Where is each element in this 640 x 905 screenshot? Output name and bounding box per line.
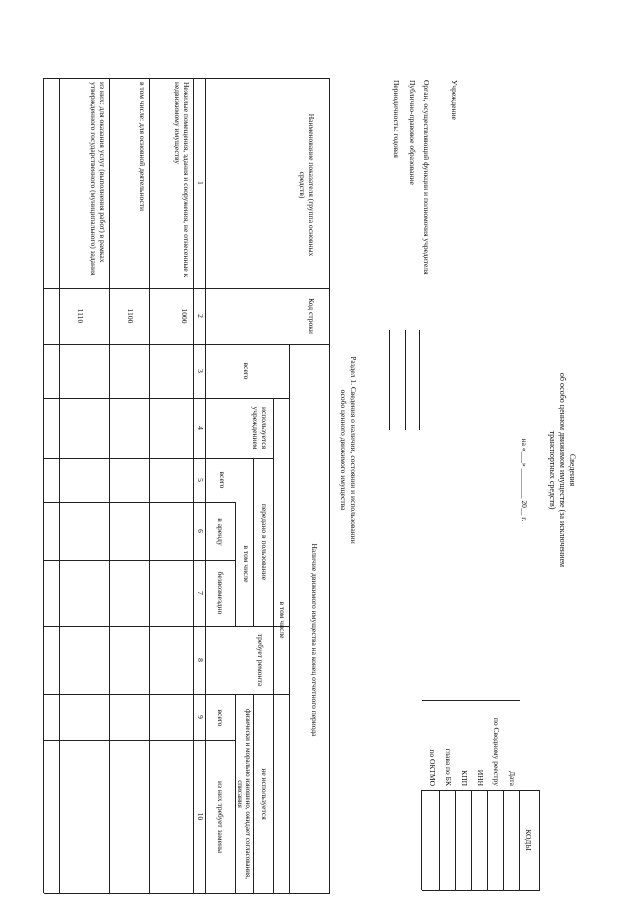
org-field-entity-label: Публично-правовое образование xyxy=(408,80,417,185)
code-label-kpp: КПП xyxy=(460,770,469,786)
org-field-periodicity-label: Периодичность: годовая xyxy=(392,80,401,158)
table-row-3-code: 1110 xyxy=(76,308,85,324)
code-row-line xyxy=(503,790,504,890)
code-label-oktmo: по ОКТМО xyxy=(428,749,437,786)
table-border-right xyxy=(44,893,330,894)
code-row-line xyxy=(455,790,456,890)
table-row-3-name: из них: для оказания услуг (выполнения работ) в рамках утвержденного государственного (муниципального) задания xyxy=(89,82,107,276)
header-line xyxy=(289,344,290,893)
col-header-lease: в аренду xyxy=(216,518,225,546)
table-border-left xyxy=(44,78,330,79)
col-number: 5 xyxy=(196,478,205,482)
col-number: 6 xyxy=(196,529,205,533)
table-row-1-name: Нежилые помещения, здания и сооружения, не отнесенные к недвижимому имуществу xyxy=(173,82,191,278)
col-header-total: всего xyxy=(242,362,251,380)
codes-divider xyxy=(519,790,520,890)
col-header-indicator: Наименование показателя (группа основных средств) xyxy=(298,113,316,257)
org-field-founder-label: Орган, осуществляющий функции и полномочия учредителя xyxy=(422,80,431,275)
col-number: 9 xyxy=(196,715,205,719)
col-header-worn: физически и морально изношено, ожидает согласования, списания xyxy=(235,709,252,879)
code-label-inn: ИНН xyxy=(476,769,485,786)
col-number: 3 xyxy=(196,369,205,373)
col-header-code: Код строки xyxy=(307,298,316,334)
col-sep xyxy=(44,626,290,627)
col-header-free: безвозмездно xyxy=(216,571,225,615)
table-row-2-code: 1100 xyxy=(126,308,135,324)
col-header-repair: требует ремонта xyxy=(256,633,265,687)
row-line xyxy=(59,78,60,893)
codes-top-border xyxy=(539,790,540,890)
row-line xyxy=(109,78,110,893)
document-title-line3: транспортных средств) xyxy=(548,430,557,510)
col-number: 7 xyxy=(196,591,205,595)
header-line xyxy=(253,694,254,893)
col-header-presence: Наличие движимого имущества на конец отчетного периода xyxy=(310,543,319,737)
col-sep xyxy=(44,458,274,459)
org-field-entity-line xyxy=(405,330,406,430)
code-label-bk: глава по БК xyxy=(444,748,453,786)
header-line xyxy=(253,458,254,626)
codes-header: КОДЫ xyxy=(524,829,533,851)
table-border-top xyxy=(329,78,330,893)
col-number: 1 xyxy=(196,181,205,185)
codes-bottom-border xyxy=(421,790,422,890)
col-header-worn-total: всего xyxy=(216,709,225,727)
codes-right-border xyxy=(422,890,540,891)
code-row-line xyxy=(471,790,472,890)
col-number: 4 xyxy=(196,426,205,430)
table-border-bottom xyxy=(43,78,44,893)
col-header-transferred: передано в пользование xyxy=(260,503,269,581)
document-title-line2: об особо ценном движимом имуществе (за исключением xyxy=(558,372,567,568)
col-header-transferred-total: всего xyxy=(218,471,227,489)
header-line xyxy=(205,78,206,893)
number-row-line xyxy=(193,78,194,893)
table-row-2-name: в том числе: для основной деятельности xyxy=(138,82,147,212)
org-field-founder-line xyxy=(419,330,420,430)
col-header-worn-replace: из них требует замены xyxy=(216,780,225,854)
section-heading: Раздел 1. Сведения о наличии, состоянии и использовании xyxy=(349,356,358,544)
col-number: 8 xyxy=(196,658,205,662)
header-line xyxy=(273,398,274,893)
col-header-transferred-incl: в том числе xyxy=(242,545,251,583)
col-header-used: используется учреждением xyxy=(251,406,269,450)
section-heading-line2: особо ценного движимого имущества xyxy=(339,389,348,511)
col-sep xyxy=(44,502,236,503)
table-row-1-code: 1000 xyxy=(180,308,189,324)
code-row-line xyxy=(487,790,488,890)
col-header-not-used: не используется xyxy=(260,768,269,820)
header-line xyxy=(235,502,236,626)
report-date-line: на «___» ________ 20__ г. xyxy=(520,438,529,522)
org-field-institution-label: Учреждение xyxy=(450,80,459,120)
col-header-including: в том числе xyxy=(278,601,287,639)
code-label-date: Дата xyxy=(508,771,517,786)
col-sep xyxy=(44,740,236,741)
col-sep xyxy=(44,398,290,399)
document-title: Сведения xyxy=(568,453,577,487)
code-label-registry: по Сводному реестру xyxy=(492,717,501,786)
row-line xyxy=(149,78,150,893)
col-sep xyxy=(44,344,330,345)
col-sep xyxy=(44,560,236,561)
org-field-periodicity-line xyxy=(389,330,390,430)
code-row-line xyxy=(439,790,440,890)
col-number: 2 xyxy=(196,314,205,318)
col-number: 10 xyxy=(196,812,205,821)
codes-field-sep xyxy=(422,700,520,701)
